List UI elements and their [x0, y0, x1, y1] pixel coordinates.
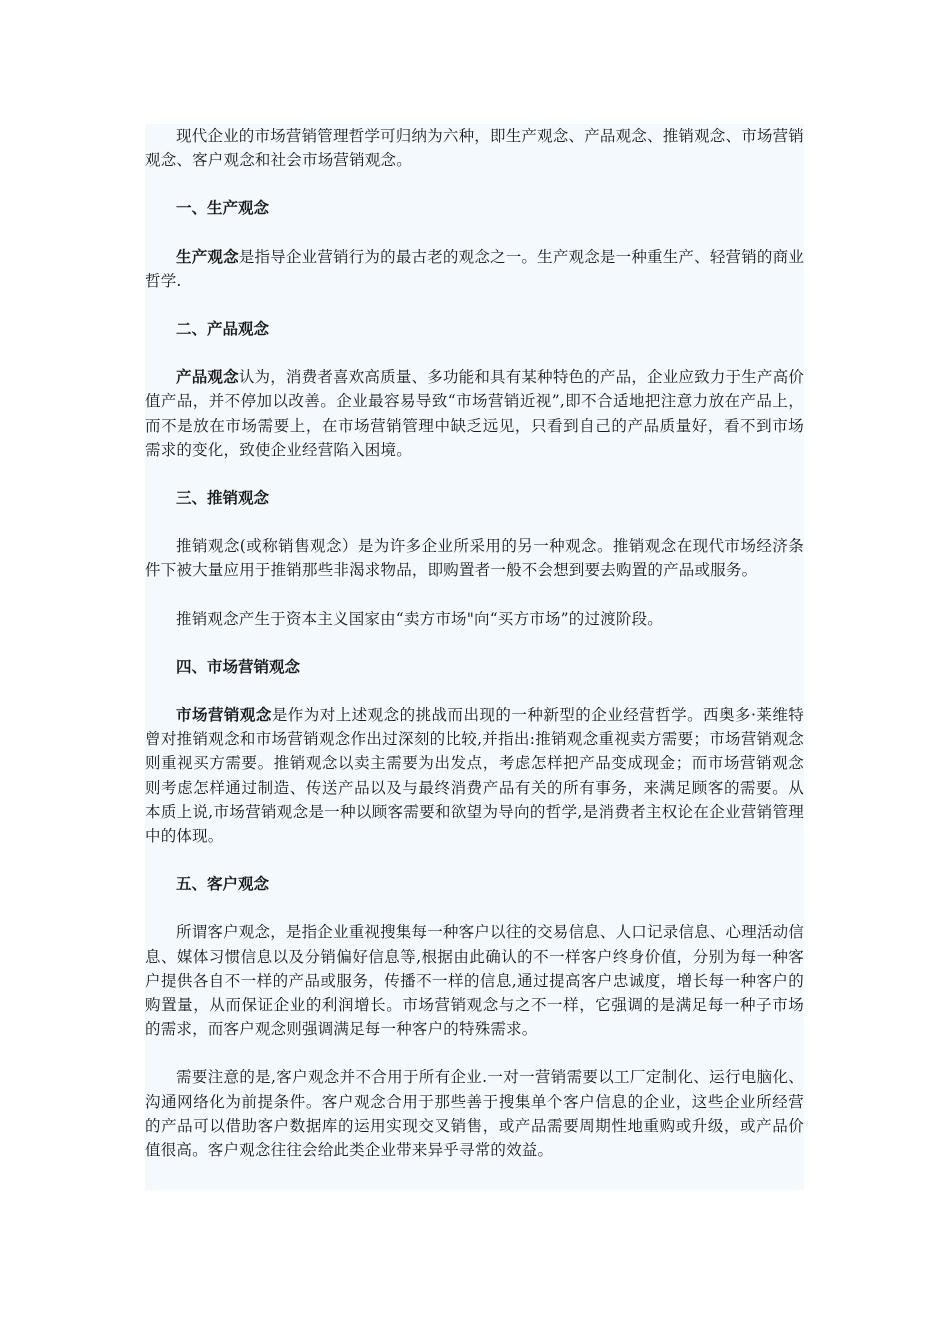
heading-marketing-concept: 四、市场营销观念	[176, 657, 301, 676]
heading-product-concept: 二、产品观念	[176, 320, 270, 339]
paragraph-customer-concept-2: 需要注意的是,客户观念并不合用于所有企业.一对一营销需要以工厂定制化、运行电脑化、沟通网络化为前提条件。客户观念合用于那些善于搜集单个客户信息的企业，这些企业所经营的产品可以借助客户数据库的运用实现交叉销售，或产品需要周期性地重购或升级，或产品价值很高。客户观念往往会给此类企业带来异乎寻常的效益。	[145, 1068, 804, 1160]
term-product-concept: 产品观念	[176, 368, 239, 387]
paragraph-customer-concept-1: 所谓客户观念，是指企业重视搜集每一种客户以往的交易信息、人口记录信息、心理活动信息、媒体习惯信息以及分销偏好信息等,根据由此确认的不一样客户终身价值，分别为每一种客户提供各自不一样的产品或服务，传播不一样的信息,通过提高客户忠诚度，增长每一种客户的购置量，从而保证企业的利润增长。市场营销观念与之不一样，它强调的是满足每一种子市场的需求，而客户观念则强调满足每一种客户的特殊需求。	[145, 923, 805, 1039]
term-marketing-concept: 市场营销观念	[176, 706, 272, 725]
term-production-concept: 生产观念	[176, 247, 239, 266]
paragraph-selling-concept-1: 推销观念(或称销售观念）是为许多企业所采用的另一种观念。推销观念在现代市场经济条件下被大量应用于推销那些非渴求物品，即购置者一般不会想到要去购置的产品或服务。	[145, 537, 804, 580]
document-body	[145, 124, 804, 1162]
heading-customer-concept: 五、客户观念	[176, 875, 270, 894]
paragraph-production-concept: 生产观念是指导企业营销行为的最古老的观念之一。生产观念是一种重生产、轻营销的商业哲学.	[145, 247, 805, 290]
paragraph-product-concept: 产品观念认为，消费者喜欢高质量、多功能和具有某种特色的产品，企业应致力于生产高价值产品，并不停加以改善。企业最容易导致“市场营销近视”,即不合适地把注意力放在产品上，而不是放在市场需要上，在市场营销管理中缺乏远见，只看到自己的产品质量好，看不到市场需求的变化，致使企业经营陷入困境。	[145, 368, 805, 459]
intro-paragraph: 现代企业的市场营销管理哲学可归纳为六种，即生产观念、产品观念、推销观念、市场营销观念、客户观念和社会市场营销观念。	[145, 127, 805, 170]
paragraph-marketing-concept: 市场营销观念是作为对上述观念的挑战而出现的一种新型的企业经营哲学。西奥多·莱维特曾对推销观念和市场营销观念作出过深刻的比较,并指出:推销观念重视卖方需要；市场营销观念则重视买方需要。推销观念以卖主需要为出发点，考虑怎样把产品变成现金；而市场营销观念则考虑怎样通过制造、传送产品以及与最终消费产品有关的所有事务，来满足顾客的需要。从本质上说,市场营销观念是一种以顾客需要和欲望为导向的哲学,是消费者主权论在企业营销管理中的体现。	[145, 706, 804, 846]
heading-production-concept: 一、生产观念	[176, 199, 270, 218]
paragraph-selling-concept-2: 推销观念产生于资本主义国家由“卖方市场"向“买方市场”的过渡阶段。	[176, 609, 664, 628]
heading-selling-concept: 三、推销观念	[176, 489, 270, 508]
